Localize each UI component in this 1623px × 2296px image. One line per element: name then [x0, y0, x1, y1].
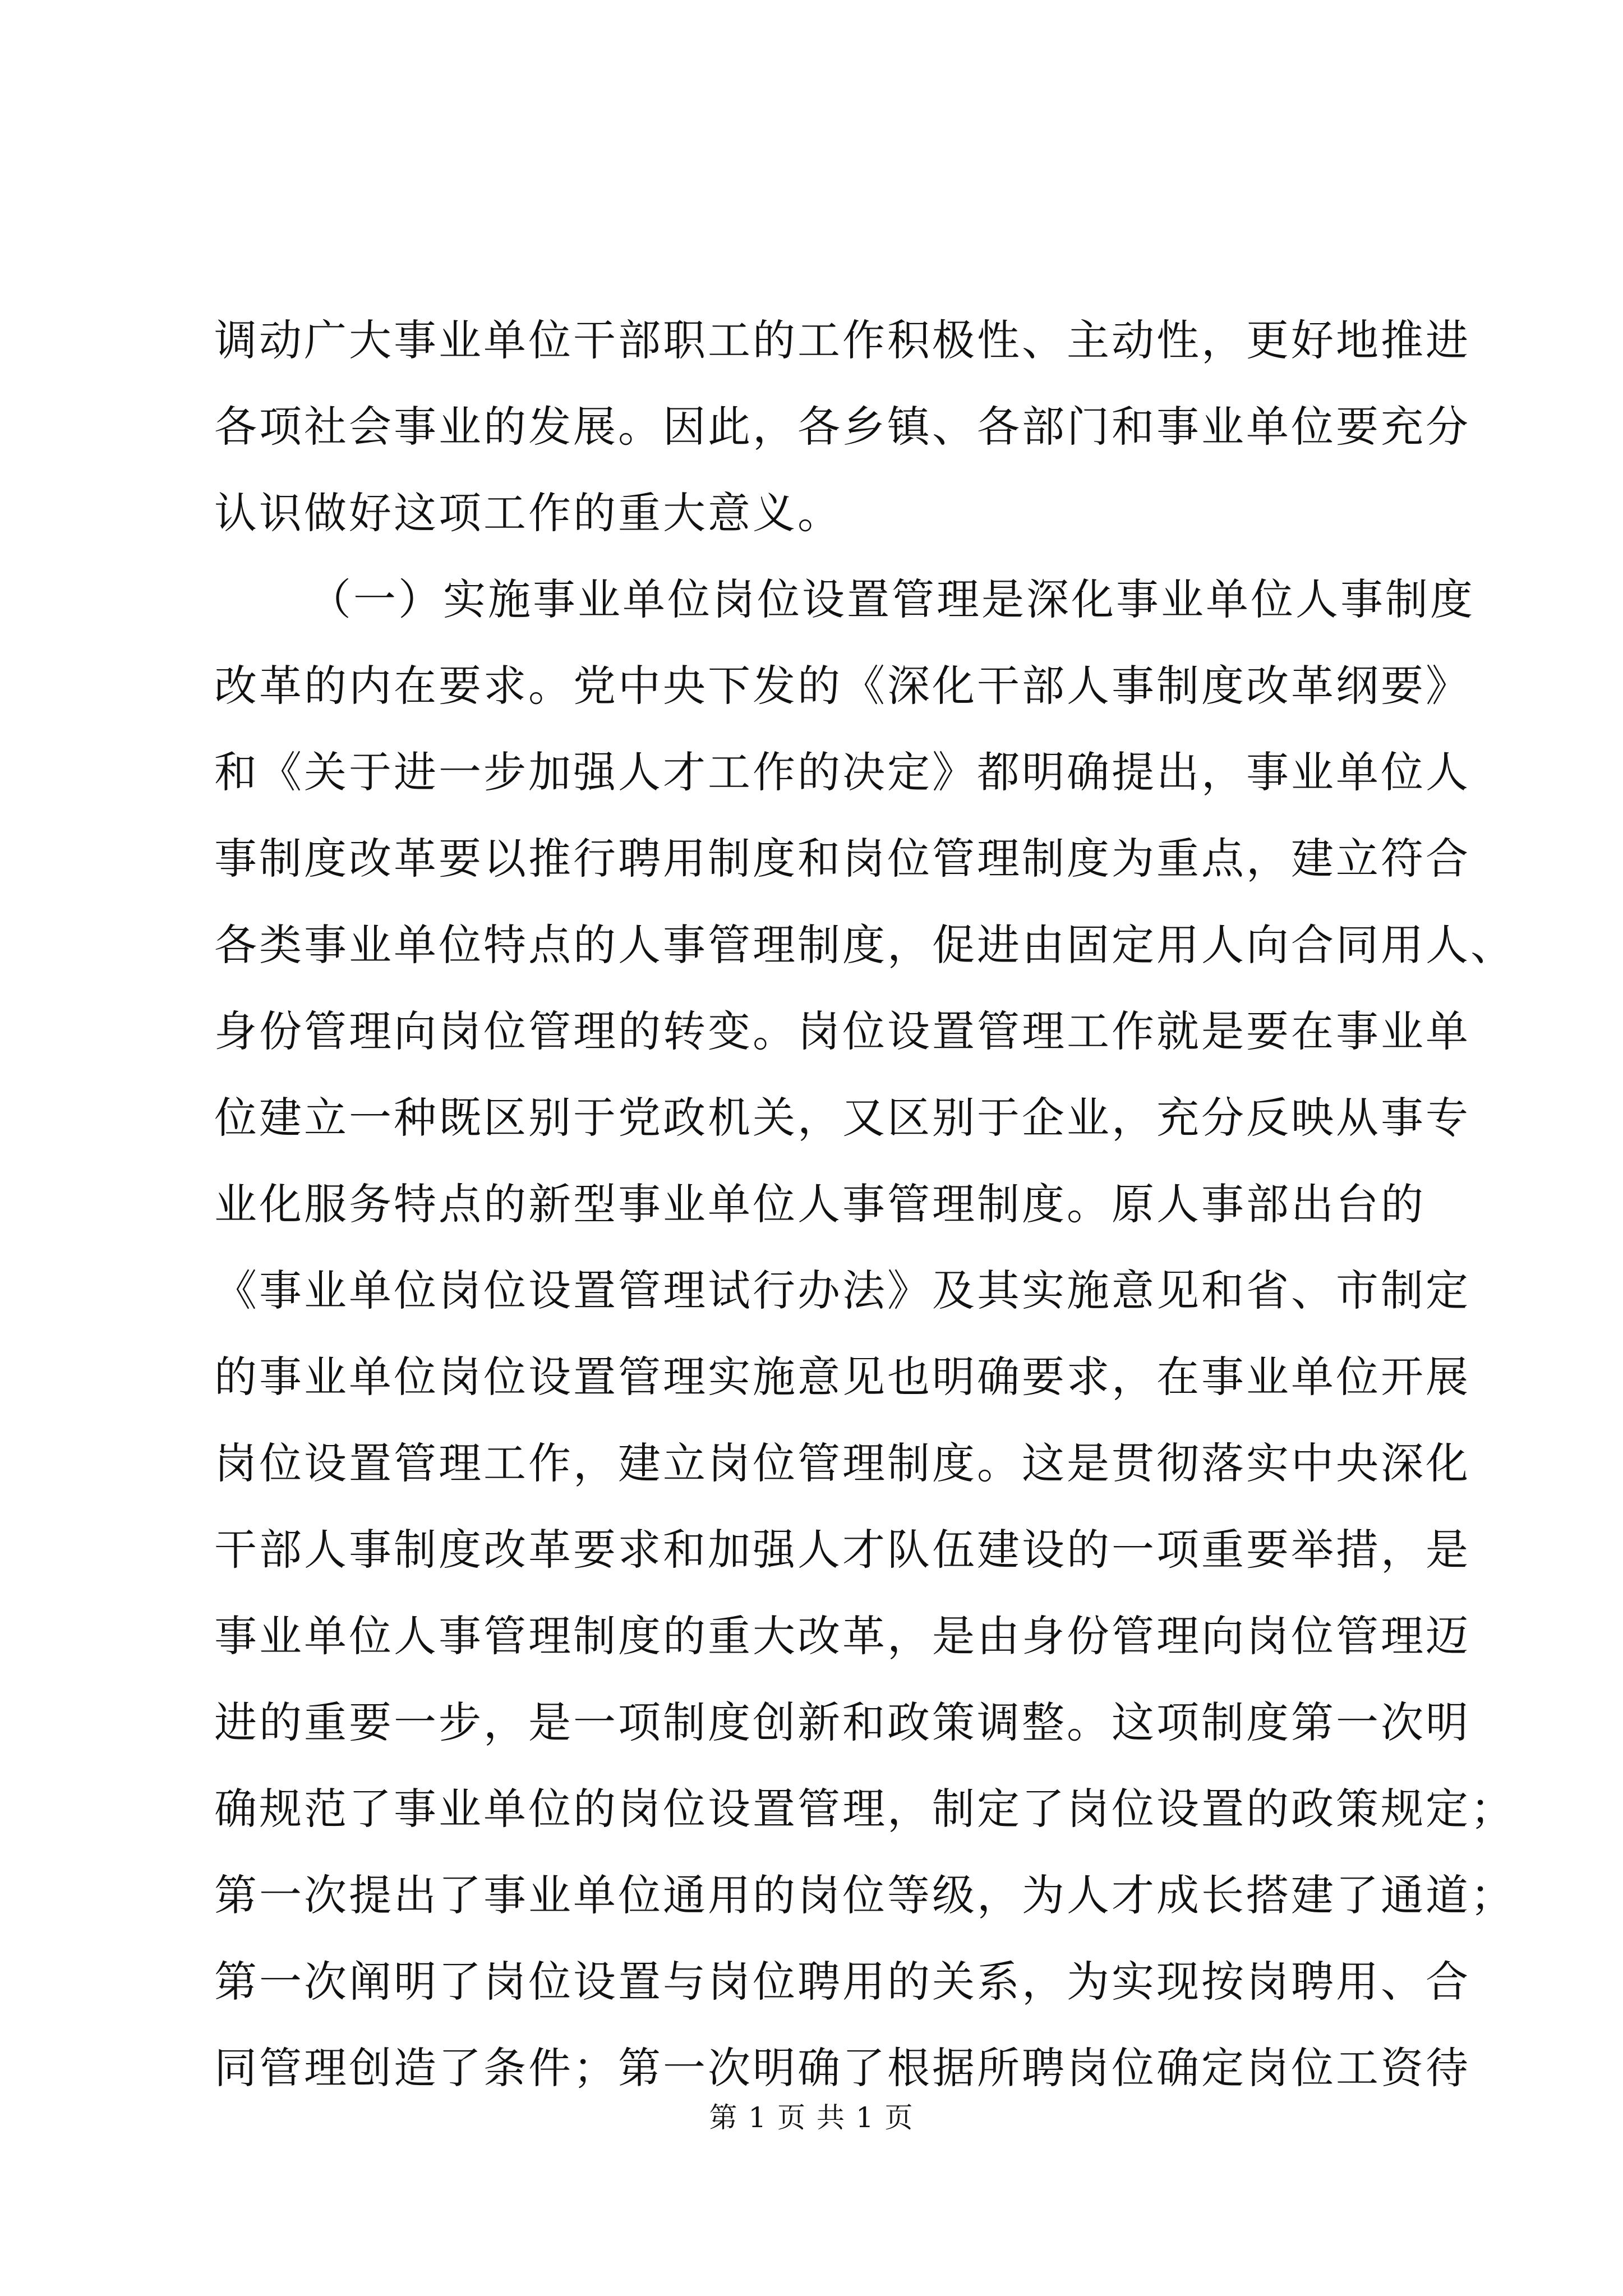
text-line: 事业单位人事管理制度的重大改革，是由身份管理向岗位管理迈: [214, 1611, 1470, 1661]
text-line: 位建立一种既区别于党政机关，又区别于企业，充分反映从事专: [214, 1093, 1470, 1143]
text-line: 业化服务特点的新型事业单位人事管理制度。原人事部出台的: [214, 1179, 1426, 1229]
text-line: 第一次阐明了岗位设置与岗位聘用的关系，为实现按岗聘用、合: [214, 1957, 1470, 2007]
text-line: 的事业单位岗位设置管理实施意见也明确要求，在事业单位开展: [214, 1352, 1470, 1402]
page-number-footer: 第 1 页 共 1 页: [709, 2101, 914, 2134]
text-line: 调动广大事业单位干部职工的工作积极性、主动性，更好地推进: [214, 315, 1470, 365]
text-line: 《事业单位岗位设置管理试行办法》及其实施意见和省、市制定: [214, 1266, 1470, 1315]
text-line: 事制度改革要以推行聘用制度和岗位管理制度为重点，建立符合: [214, 834, 1470, 884]
text-line: 干部人事制度改革要求和加强人才队伍建设的一项重要举措，是: [214, 1525, 1470, 1575]
text-line: 认识做好这项工作的重大意义。: [214, 488, 842, 538]
document-body: [214, 297, 1515, 2111]
text-line: 身份管理向岗位管理的转变。岗位设置管理工作就是要在事业单: [214, 1006, 1470, 1056]
text-line: 同管理创造了条件；第一次明确了根据所聘岗位确定岗位工资待: [214, 2043, 1470, 2093]
text-line: 岗位设置管理工作，建立岗位管理制度。这是贯彻落实中央深化: [214, 1438, 1470, 1488]
text-line: 和《关于进一步加强人才工作的决定》都明确提出，事业单位人: [214, 747, 1470, 797]
paragraph-heading-line: （一）实施事业单位岗位设置管理是深化事业单位人事制度: [308, 574, 1475, 624]
text-line: 改革的内在要求。党中央下发的《深化干部人事制度改革纲要》: [214, 661, 1470, 711]
text-line: 各项社会事业的发展。因此，各乡镇、各部门和事业单位要充分: [214, 402, 1470, 452]
text-line: 进的重要一步，是一项制度创新和政策调整。这项制度第一次明: [214, 1697, 1470, 1747]
text-line: 确规范了事业单位的岗位设置管理，制定了岗位设置的政策规定；: [214, 1784, 1515, 1834]
text-line: 各类事业单位特点的人事管理制度，促进由固定用人向合同用人、: [214, 920, 1515, 970]
text-line: 第一次提出了事业单位通用的岗位等级，为人才成长搭建了通道；: [214, 1870, 1515, 1920]
